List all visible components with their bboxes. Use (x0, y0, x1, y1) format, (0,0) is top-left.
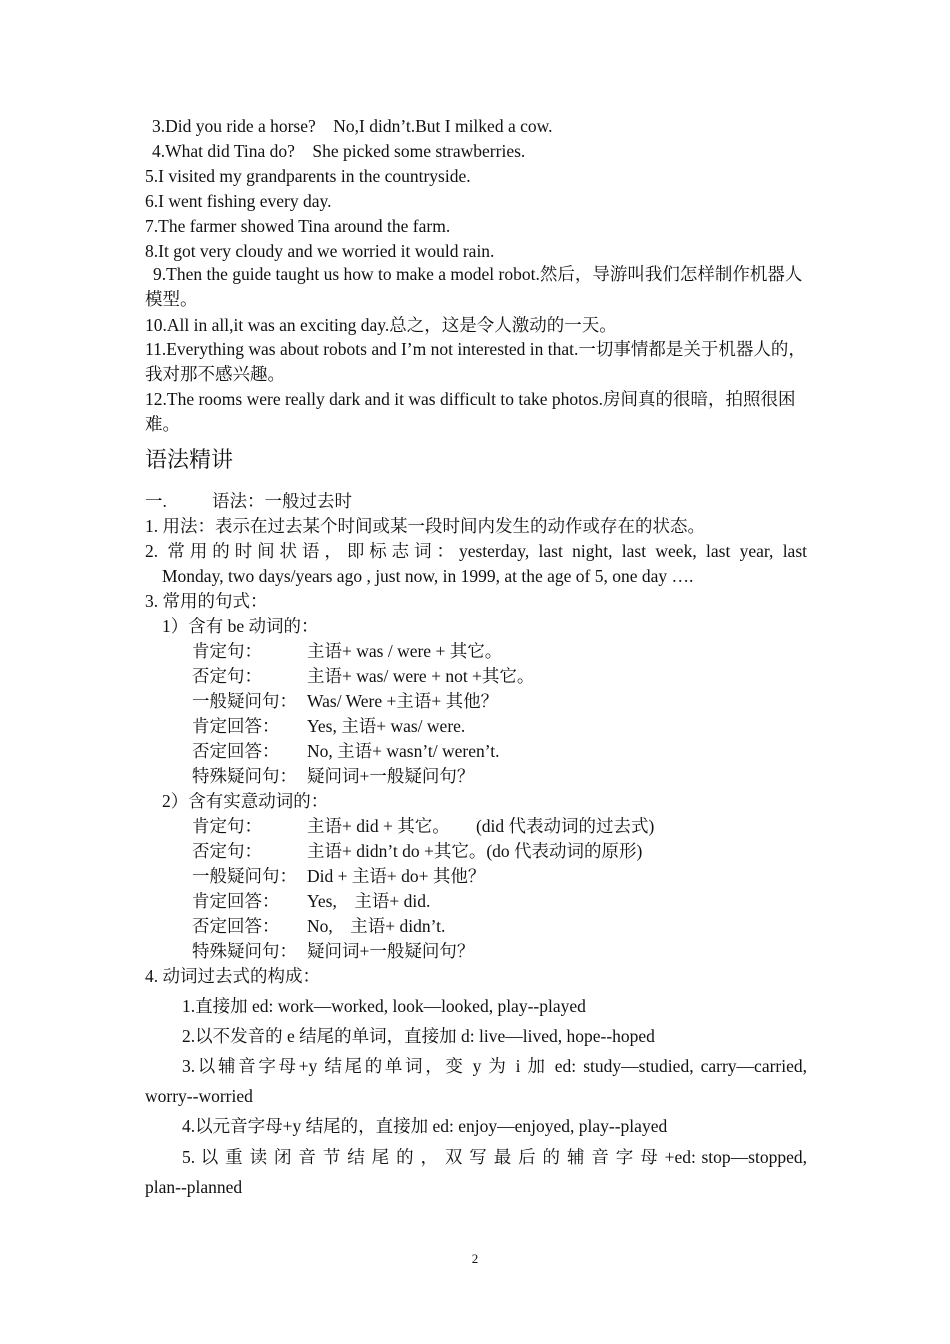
be-yes-answer-pattern: Yes, 主语+ was/ were. (307, 716, 466, 736)
verb-yes-answer-label: 肯定回答： (192, 891, 280, 911)
sentence-12: 12.The rooms were really dark and it was difficult to take photos.房间真的很暗，拍照很困难。 (145, 389, 796, 434)
be-negative-pattern: 主语+ was/ were + not +其它。 (307, 666, 535, 686)
rule-4: 4.以元音字母+y 结尾的，直接加 ed: enjoy—enjoyed, play--played (182, 1116, 668, 1136)
rule-5-line-1: 5. 以 重 读 闭 音 节 结 尾 的 ， 双 写 最 后 的 辅 音 字 母 +ed: stop—stopped, (182, 1147, 807, 1167)
sentence-11: 11.Everything was about robots and I’m not interested in that.一切事情都是关于机器人的，我对那不感兴趣。 (145, 339, 806, 384)
verb-question-label: 一般疑问句： (192, 866, 297, 886)
patterns-title: 3. 常用的句式： (145, 591, 268, 611)
be-wh-question-label: 特殊疑问句： (192, 766, 297, 786)
verb-no-answer-label: 否定回答： (192, 916, 280, 936)
past-form-title: 4. 动词过去式的构成： (145, 966, 320, 986)
verb-question-pattern: Did + 主语+ do+ 其他？ (307, 866, 486, 886)
sentence-7: 7.The farmer showed Tina around the farm. (145, 216, 451, 236)
page-number: 2 (471, 1251, 479, 1266)
section-heading: 语法精讲 (145, 447, 234, 472)
be-question-label: 一般疑问句： (192, 691, 297, 711)
be-negative-label: 否定句： (192, 666, 262, 686)
be-no-answer-label: 否定回答： (192, 741, 280, 761)
grammar-usage: 1. 用法：表示在过去某个时间或某一段时间内发生的动作或存在的状态。 (145, 516, 705, 536)
be-verb-title: 1）含有 be 动词的： (162, 616, 319, 636)
rule-2: 2.以不发音的 e 结尾的单词，直接加 d: live—lived, hope--hoped (182, 1026, 655, 1046)
action-verb-title: 2）含有实意动词的： (162, 791, 329, 811)
sentence-9: 9.Then the guide taught us how to make a model robot.然后，导游叫我们怎样制作机器人模型。 (145, 264, 803, 309)
time-adverbials-line-2: Monday, two days/years ago , just now, in 1999, at the age of 5, one day …. (162, 566, 694, 586)
grammar-title: 语法：一般过去时 (212, 491, 352, 511)
be-yes-answer-label: 肯定回答： (192, 716, 280, 736)
sentence-5: 5.I visited my grandparents in the countryside. (145, 166, 471, 186)
grammar-title-number: 一. (145, 491, 167, 511)
be-no-answer-pattern: No, 主语+ wasn’t/ weren’t. (307, 741, 500, 761)
sentence-4: 4.What did Tina do? She picked some strawberries. (152, 141, 526, 161)
be-affirmative-pattern: 主语+ was / were + 其它。 (307, 641, 503, 661)
sentence-8: 8.It got very cloudy and we worried it would rain. (145, 241, 495, 261)
verb-no-answer-pattern: No, 主语+ didn’t. (307, 916, 446, 936)
sentence-10: 10.All in all,it was an exciting day.总之，这是令人激动的一天。 (145, 315, 617, 335)
be-question-pattern: Was/ Were +主语+ 其他？ (307, 691, 499, 711)
rule-5-line-2: plan--planned (145, 1177, 243, 1197)
rule-1: 1.直接加 ed: work—worked, look—looked, play--played (182, 996, 586, 1016)
be-wh-question-pattern: 疑问词+一般疑问句？ (307, 766, 475, 786)
time-adverbials-line-1: 2. 常用的时间状语，即标志词：yesterday, last night, last week, last year, last (145, 541, 807, 561)
rule-3-line-1: 3.以辅音字母+y 结尾的单词，变 y 为 i 加 ed: study—studied, carry—carried, (182, 1056, 807, 1076)
verb-wh-question-pattern: 疑问词+一般疑问句？ (307, 941, 475, 961)
be-affirmative-label: 肯定句： (192, 641, 262, 661)
verb-wh-question-label: 特殊疑问句： (192, 941, 297, 961)
verb-affirmative-label: 肯定句： (192, 816, 262, 836)
verb-negative-pattern: 主语+ didn’t do +其它。(do 代表动词的原形) (307, 841, 643, 861)
verb-affirmative-pattern: 主语+ did + 其它。 (did 代表动词的过去式) (307, 816, 655, 836)
verb-negative-label: 否定句： (192, 841, 262, 861)
verb-yes-answer-pattern: Yes, 主语+ did. (307, 891, 431, 911)
sentence-6: 6.I went fishing every day. (145, 191, 332, 211)
sentence-3: 3.Did you ride a horse? No,I didn’t.But I milked a cow. (152, 116, 553, 136)
rule-3-line-2: worry--worried (145, 1086, 253, 1106)
